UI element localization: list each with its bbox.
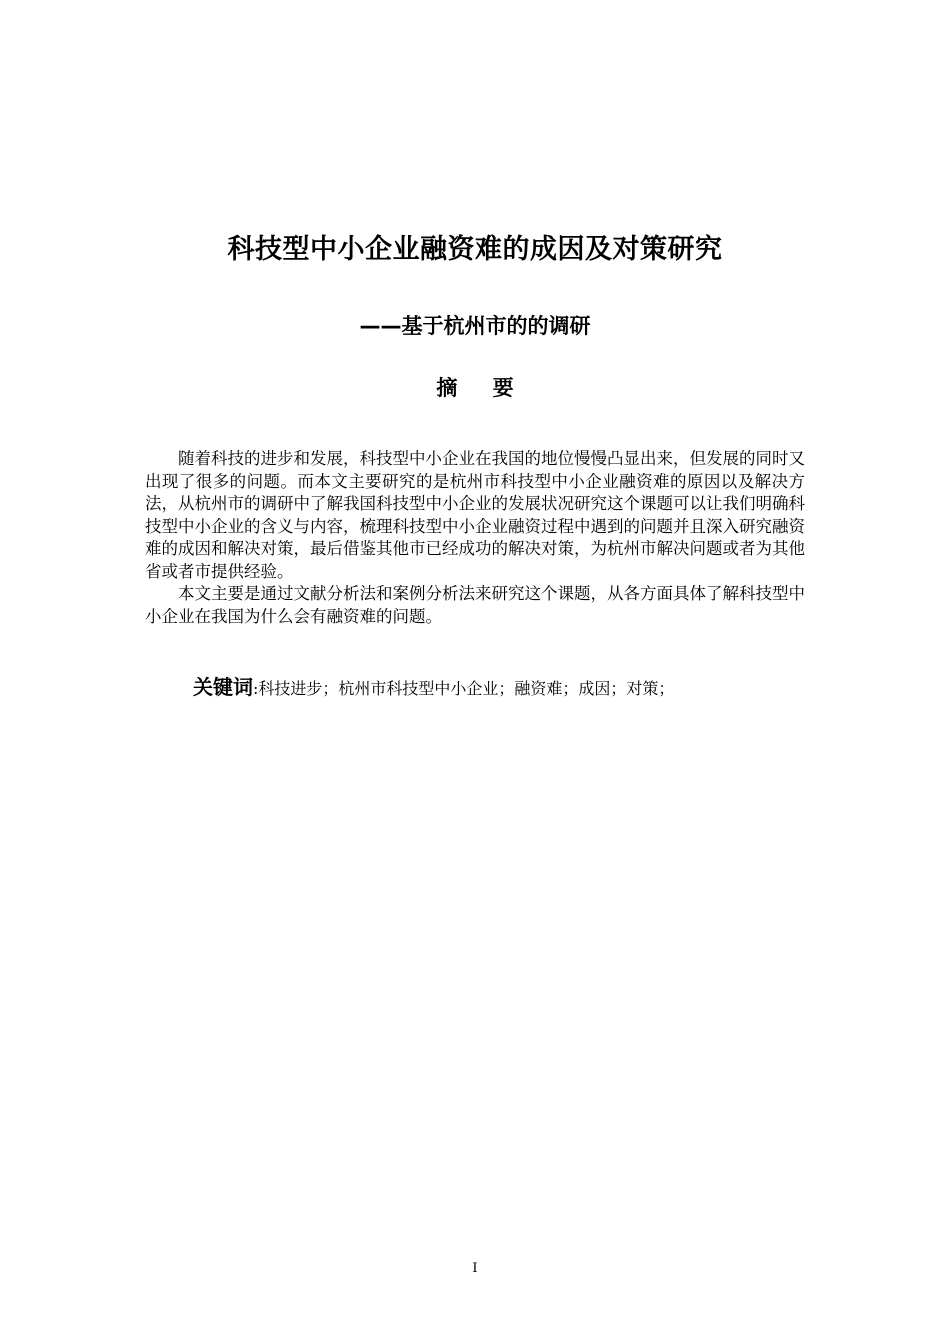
keywords-separator: : <box>253 679 259 698</box>
keywords-line <box>193 674 813 702</box>
paper-subtitle: ——基于杭州市的的调研 <box>359 314 591 338</box>
keywords-text: 科技进步；杭州市科技型中小企业；融资难；成因；对策； <box>258 679 675 698</box>
keywords-label: 关键词 <box>193 675 253 699</box>
page-number: I <box>472 1261 478 1276</box>
abstract-paragraph-2: 本文主要是通过文献分析法和案例分析法来研究这个课题，从各方面具体了解科技型中小企业在我国为什么会有融资难的问题。 <box>145 584 805 626</box>
abstract-paragraph-1: 随着科技的进步和发展，科技型中小企业在我国的地位慢慢凸显出来，但发展的同时又出现了很多的问题。而本文主要研究的是杭州市科技型中小企业融资难的原因以及解决方法，从杭州市的调研中了解我国科技型中小企业的发展状况研究这个课题可以让我们明确科技型中小企业的含义与内容，梳理科技型中小企业融资过程中遇到的问题并且深入研究融资难的成因和解决对策，最后借鉴其他市已经成功的解决对策，为杭州市解决问题或者为其他省或者市提供经验。 <box>145 449 805 581</box>
paper-title: 科技型中小企业融资难的成因及对策研究 <box>227 234 723 265</box>
abstract-heading: 摘 要 <box>436 376 528 400</box>
abstract-body <box>145 448 805 628</box>
